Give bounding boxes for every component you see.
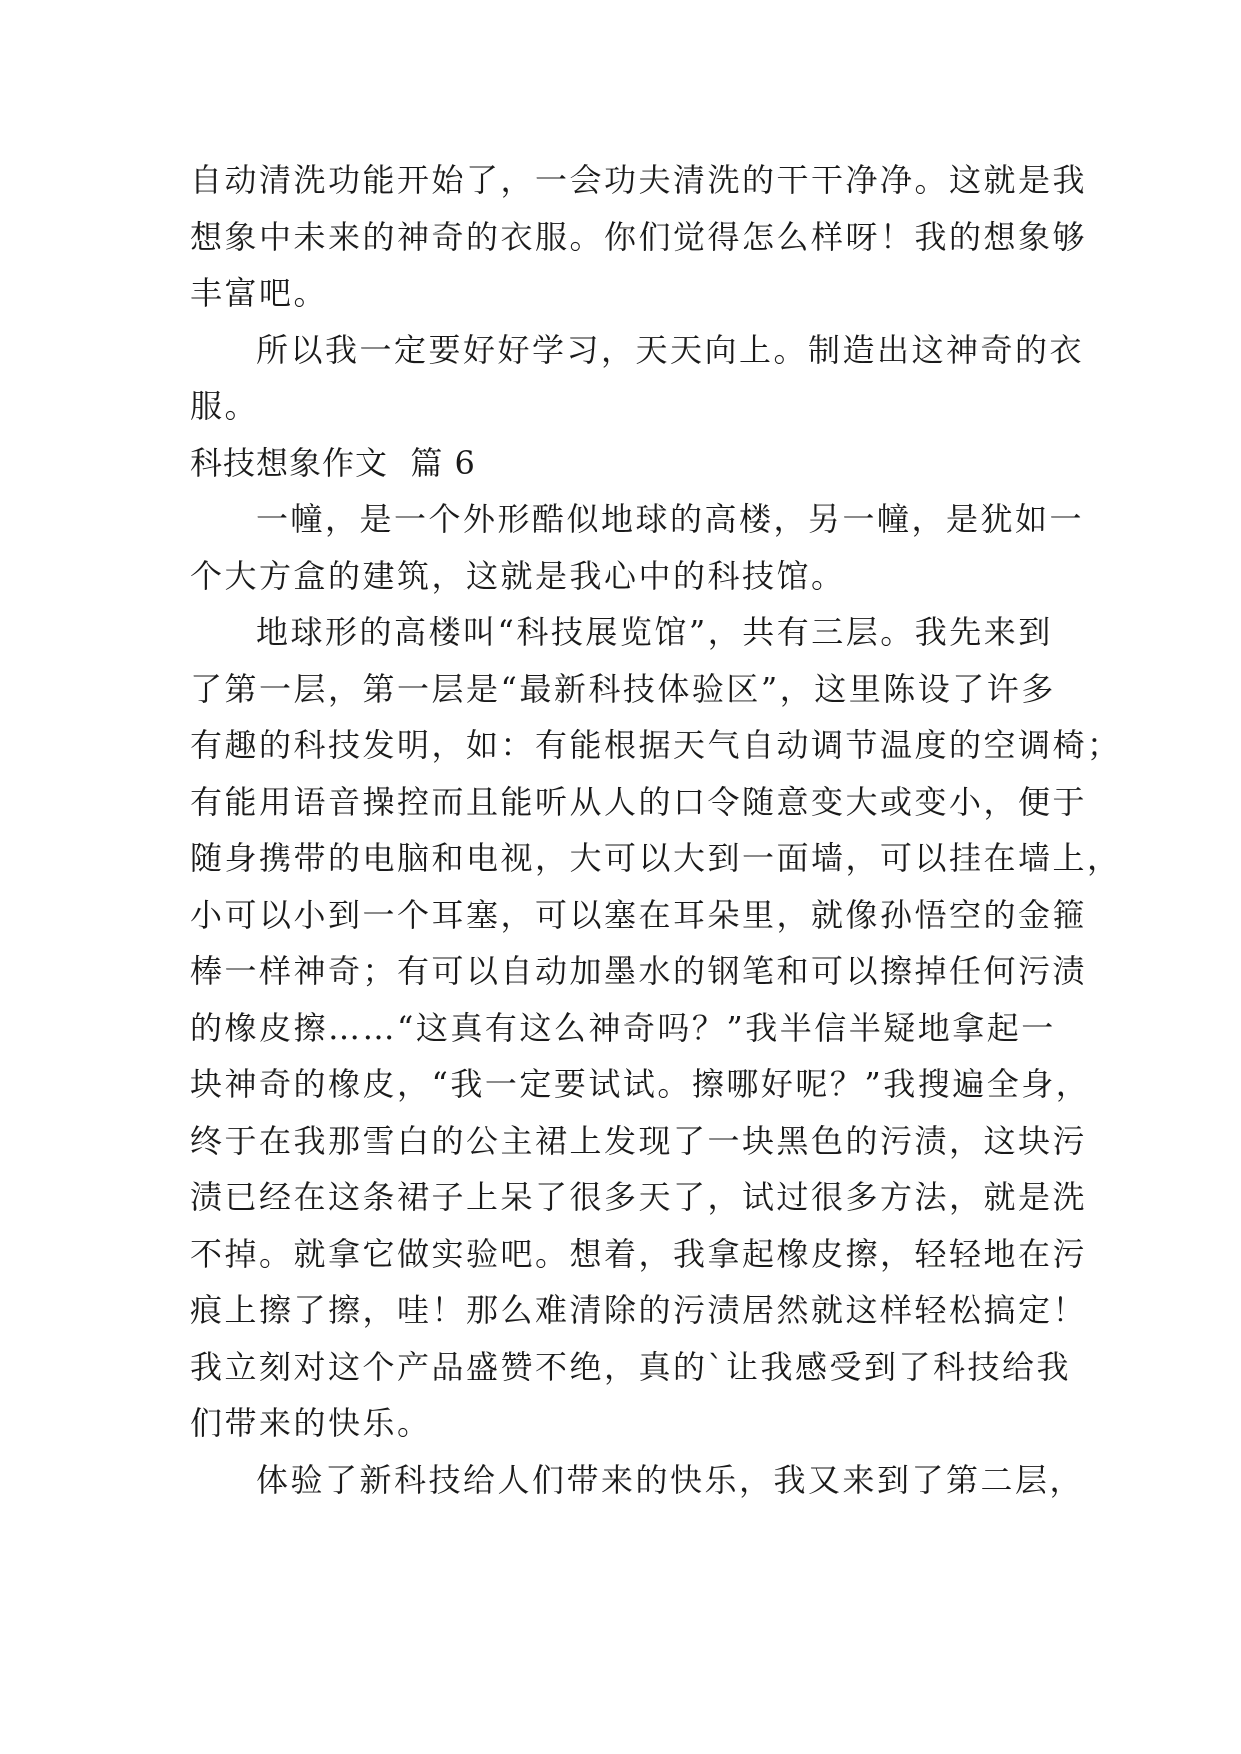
text-line: 有能用语音操控而且能听从人的口令随意变大或变小，便于 xyxy=(190,782,1088,821)
text-line: 丰富吧。 xyxy=(190,274,329,312)
text-line: 我立刻对这个产品盛赞不绝，真的`让我感受到了科技给我 xyxy=(190,1347,1072,1386)
text-line-indented: 所以我一定要好好学习，天天向上。制造出这神奇的衣 xyxy=(256,330,1085,369)
text-line-indented: 地球形的高楼叫“科技展览馆”，共有三层。我先来到 xyxy=(256,613,1053,651)
text-line-indented: 一幢，是一个外形酷似地球的高楼，另一幢，是犹如一 xyxy=(256,500,1085,538)
article-body xyxy=(190,152,1122,1508)
text-line: 有趣的科技发明，如：有能根据天气自动调节温度的空调椅； xyxy=(190,726,1122,764)
text-line: 了第一层，第一层是“最新科技体验区”，这里陈设了许多 xyxy=(190,669,1056,708)
text-line: 渍已经在这条裙子上呆了很多天了，试过很多方法，就是洗 xyxy=(190,1178,1088,1216)
text-line: 不掉。就拿它做实验吧。想着，我拿起橡皮擦，轻轻地在污 xyxy=(190,1234,1088,1273)
text-line: 的橡皮擦……“这真有这么神奇吗？”我半信半疑地拿起一 xyxy=(190,1008,1056,1047)
text-line: 自动清洗功能开始了，一会功夫清洗的干干净净。这就是我 xyxy=(190,161,1088,199)
text-line: 终于在我那雪白的公主裙上发现了一块黑色的污渍，这块污 xyxy=(190,1121,1088,1160)
text-line: 想象中未来的神奇的衣服。你们觉得怎么样呀！我的想象够 xyxy=(190,217,1088,256)
text-line: 服。 xyxy=(190,387,260,425)
section-heading: 科技想象作文 篇 6 xyxy=(190,443,476,482)
text-line: 小可以小到一个耳塞，可以塞在耳朵里，就像孙悟空的金箍 xyxy=(190,895,1088,934)
text-line-indented: 体验了新科技给人们带来的快乐，我又来到了第二层， xyxy=(256,1460,1085,1499)
text-line: 痕上擦了擦，哇！那么难清除的污渍居然就这样轻松搞定！ xyxy=(190,1291,1088,1329)
text-line: 块神奇的橡皮，“我一定要试试。擦哪好呢？”我搜遍全身， xyxy=(190,1065,1091,1103)
text-line: 个大方盒的建筑，这就是我心中的科技馆。 xyxy=(190,556,846,595)
text-line: 棒一样神奇；有可以自动加墨水的钢笔和可以擦掉任何污渍 xyxy=(190,952,1088,990)
text-line: 们带来的快乐。 xyxy=(190,1404,432,1442)
text-line: 随身携带的电脑和电视，大可以大到一面墙，可以挂在墙上， xyxy=(190,839,1122,877)
